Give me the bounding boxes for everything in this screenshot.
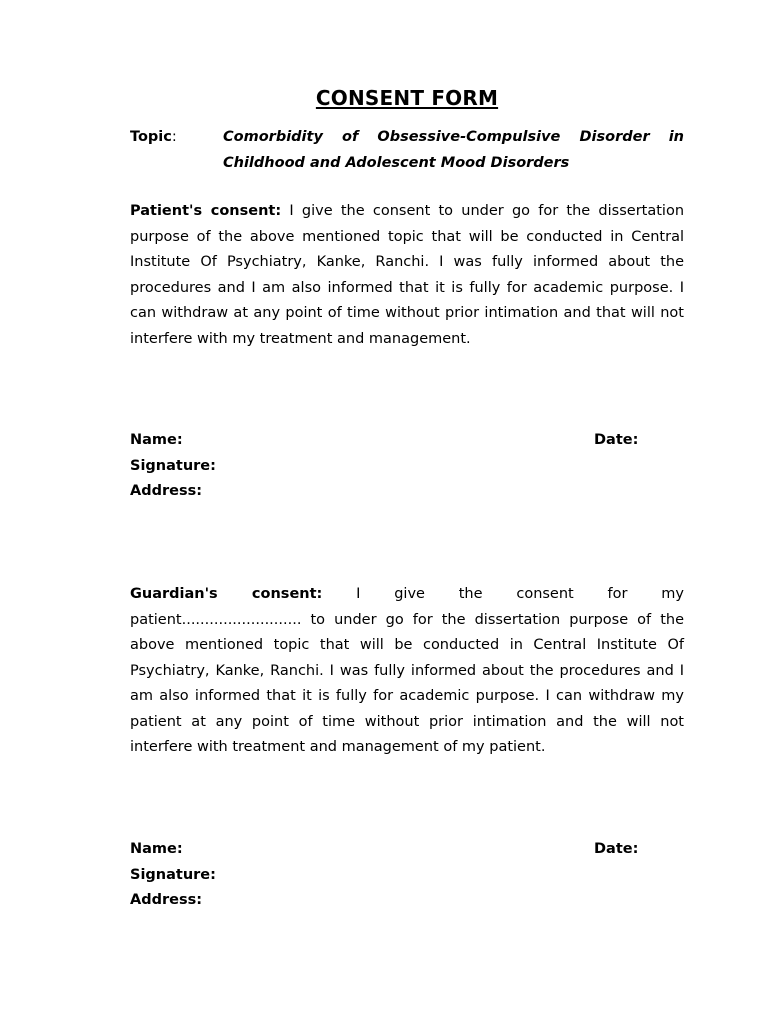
topic-title-line-2: Childhood and Adolescent Mood Disorders — [223, 155, 570, 171]
guardian-consent-paragraph — [130, 582, 684, 761]
guardian-address-row — [130, 888, 684, 914]
topic-title-line-1: Comorbidity of Obsessive-Compulsive Disorder in — [223, 129, 684, 145]
patient-signature-block — [130, 428, 684, 505]
patient-address-label: Address: — [130, 483, 203, 499]
patient-consent-paragraph — [130, 199, 684, 352]
guardian-signature-block — [130, 837, 684, 914]
guardian-consent-first-line-text: I give the consent for my — [322, 586, 684, 602]
patient-consent-label: Patient's consent: — [130, 203, 282, 219]
guardian-consent-first-line — [130, 582, 684, 608]
guardian-name-date-row — [130, 837, 684, 863]
topic-label-text: Topic — [130, 129, 172, 145]
patient-signature-row — [130, 454, 684, 480]
patient-name-label: Name: — [130, 432, 183, 448]
guardian-signature-label: Signature: — [130, 866, 216, 883]
topic-title — [223, 124, 684, 176]
guardian-name-label: Name: — [130, 841, 183, 857]
guardian-signature-row — [130, 863, 684, 889]
topic-colon: : — [171, 129, 177, 145]
patient-consent-text: I give the consent to under go for the dissertation purpose of the above mentioned topic that will be conducted in Central Institute Of Psychiatry, Kanke, Ranchi. I was fully informed about the procedures and I am also informed that it is fully for academic purpose. I can withdraw at any point of time without prior intimation and that will not interfere with my treatment and management. — [130, 203, 685, 347]
guardian-date-label: Date: — [594, 841, 639, 857]
patient-date-label: Date: — [594, 432, 639, 448]
guardian-consent-label: Guardian's consent: — [130, 586, 323, 602]
patient-name-date-row — [130, 428, 684, 454]
patient-address-row — [130, 479, 684, 505]
patient-signature-label: Signature: — [130, 457, 216, 474]
guardian-consent-text: patient.......................... to under go for the dissertation purpose of the above mentioned topic that will be conducted in Central Institute Of Psychiatry, Kanke, Ranchi. I was fully informed about the procedures and I am also informed that it is fully for academic purpose. I can withdraw my patient at any point of time without prior intimation and the will not interfere with treatment and management of my patient. — [130, 611, 684, 755]
topic-label — [130, 124, 177, 150]
page-title: CONSENT FORM — [315, 86, 499, 110]
guardian-address-label: Address: — [130, 892, 203, 908]
